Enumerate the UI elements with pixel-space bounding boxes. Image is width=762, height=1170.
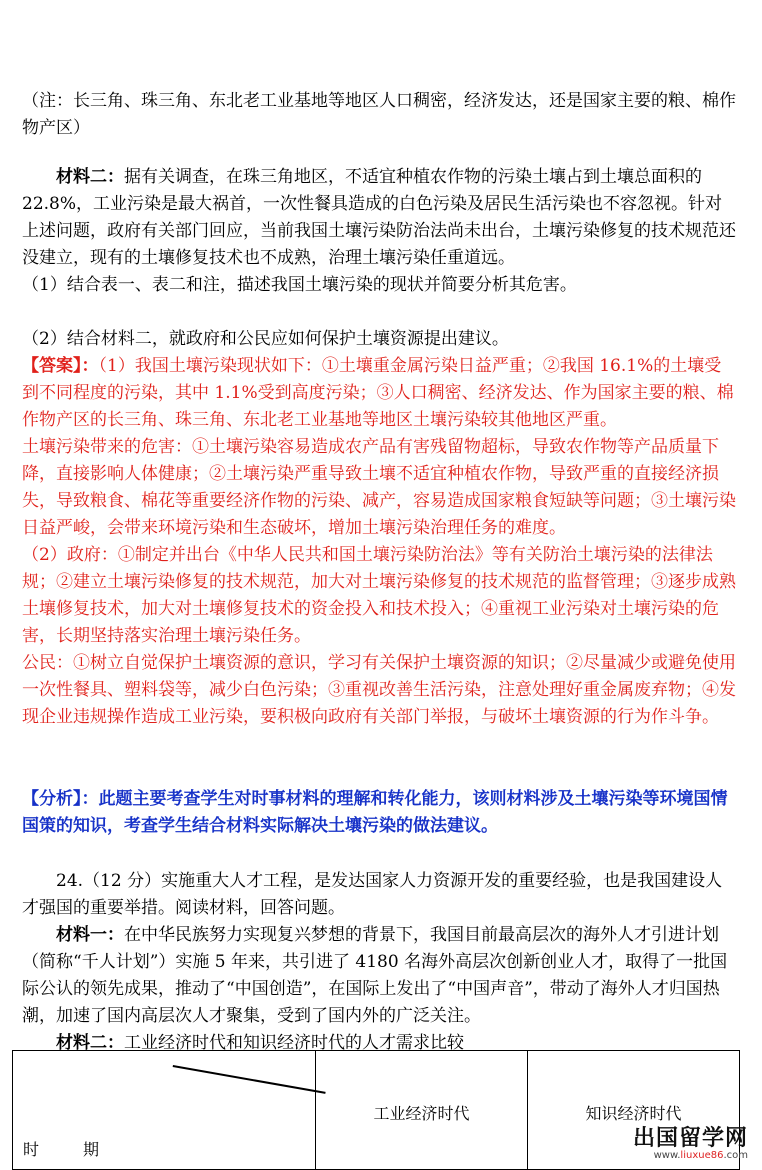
answer-part-one: [22, 353, 738, 434]
diagonal-line: [173, 1065, 326, 1093]
q24-material-one-text: 在中华民族努力实现复兴梦想的背景下，我国目前最高层次的海外人才引进计划（简称“千人计划”）实施 5 年来，共引进了 4180 名海外高层次创新创业人才，取得了一批国际公认的领先成果，推动了“中国创造”，在国际上发出了“中国声音”，带动了海外人才归国热潮，加速了国内高层次人才聚集，受到了国内外的广泛关注。: [22, 925, 728, 1026]
analysis-tag: 【分析】：: [22, 789, 99, 809]
answer-part-one-text: （1）我国土壤污染现状如下：①土壤重金属污染日益严重；②我国 16.1%的土壤受到不同程度的污染，其中 1.1%受到高度污染；③人口稠密、经济发达、作为国家主要的粮、棉作物产区的长三角、珠三角、东北老工业基地等地区土壤污染较其他地区严重。: [22, 356, 734, 430]
answer-citizen: 公民：①树立自觉保护土壤资源的意识，学习有关保护土壤资源的知识；②尽量减少或避免使用一次性餐具、塑料袋等，减少白色污染；③重视改善生活污染，注意处理好重金属废弃物；④发现企业违规操作造成工业污染，要积极向政府有关部门举报，与破坏土壤资源的行为作斗争。: [22, 653, 736, 727]
table-row: [13, 1051, 740, 1170]
table-col-industrial: [316, 1051, 528, 1170]
material-two-text: 据有关调查，在珠三角地区，不适宜种植农作物的污染土壤占到土壤总面积的22.8%，工业污染是最大祸首，一次性餐具造成的白色污染及居民生活污染也不容忽视。针对上述问题，政府有关部门回应，当前我国土壤污染防治法尚未出台，土壤污染修复的技术规范还没建立，现有的土壤修复技术也不成熟，治理土壤污染任重道远。: [22, 167, 736, 268]
watermark-url: www.liuxue86.com: [653, 1150, 748, 1161]
q24-material-two-text: 工业经济时代和知识经济时代的人才需求比较: [124, 1033, 464, 1053]
q24-material-one: [22, 922, 738, 1030]
col-header-industrial: 工业经济时代: [373, 1103, 470, 1123]
material-two-label: 材料二：: [56, 167, 124, 187]
question-24-intro: 24.（12 分）实施重大人才工程，是发达国家人力资源开发的重要经验，也是我国建设人才强国的重要举措。阅读材料，回答问题。: [22, 871, 723, 918]
talent-comparison-table: [12, 1050, 740, 1170]
answer-tag: 【答案】：: [22, 356, 99, 376]
question-one: （1）结合表一、表二和注，描述我国土壤污染的现状并简要分析其危害。: [22, 275, 577, 295]
question-two: （2）结合材料二，就政府和公民应如何保护土壤资源提出建议。: [22, 329, 509, 349]
q24-material-one-label: 材料一：: [56, 925, 124, 945]
analysis-paragraph: [22, 786, 738, 840]
table-corner-cell: [13, 1051, 316, 1170]
material-two-paragraph: [22, 164, 738, 272]
analysis-text: 此题主要考查学生对时事材料的理解和转化能力，该则材料涉及土壤污染等环境国情国策的知识，考查学生结合材料实际解决土壤污染的做法建议。: [22, 789, 728, 836]
watermark-title: 出国留学网: [632, 1126, 748, 1151]
col-header-knowledge: 知识经济时代: [585, 1103, 682, 1123]
q24-material-two-label: 材料二：: [56, 1033, 124, 1053]
row-header-period: 时 期: [23, 1140, 114, 1159]
note-paragraph: （注：长三角、珠三角、东北老工业基地等地区人口稠密，经济发达，还是国家主要的粮、棉作物产区）: [22, 91, 736, 138]
site-watermark: [633, 1128, 748, 1162]
answer-harm: 土壤污染带来的危害：①土壤污染容易造成农产品有害残留物超标，导致农作物等产品质量下降，直接影响人体健康；②土壤污染严重导致土壤不适宜种植农作物，导致严重的直接经济损失，导致粮食、棉花等重要经济作物的污染、减产，容易造成国家粮食短缺等问题；③土壤污染日益严峻，会带来环境污染和生态破坏，增加土壤污染治理任务的难度。: [22, 437, 736, 538]
answer-government: （2）政府：①制定并出台《中华人民共和国土壤污染防治法》等有关防治土壤污染的法律法规；②建立土壤污染修复的技术规范，加大对土壤污染修复的技术规范的监督管理；③逐步成熟土壤修复技术，加大对土壤修复技术的资金投入和技术投入；④重视工业污染对土壤污染的危害，长期坚持落实治理土壤污染任务。: [22, 545, 736, 646]
